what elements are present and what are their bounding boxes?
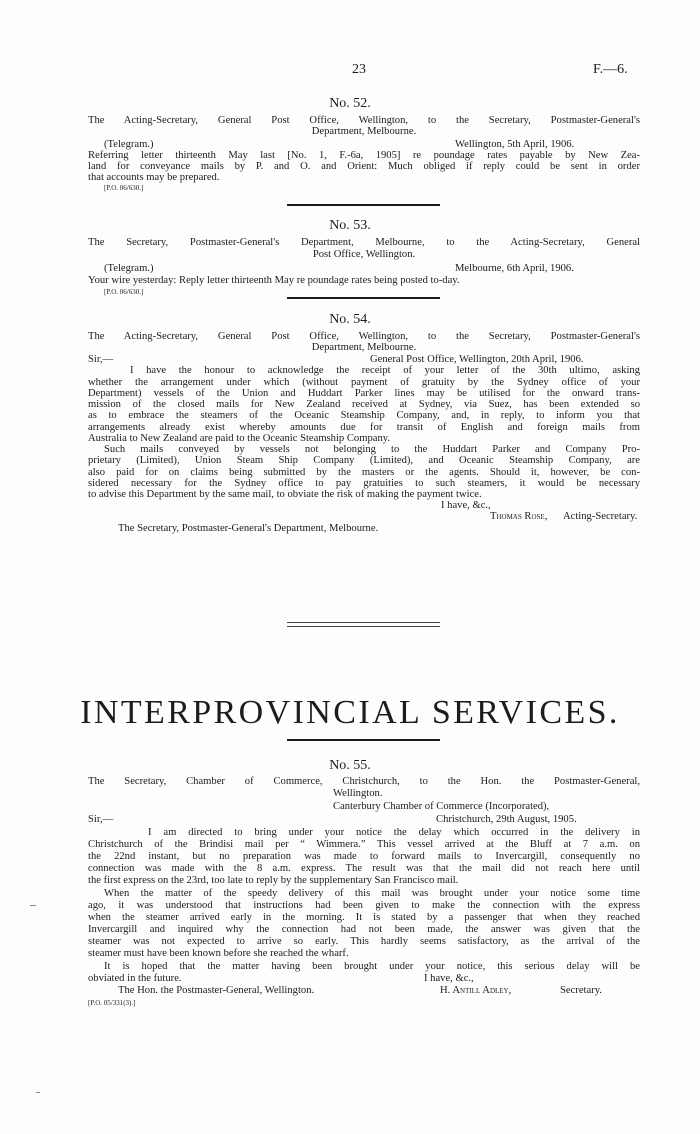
letter-number: No. 54. bbox=[329, 312, 371, 327]
letter-address: The Acting-Secretary, General Post Office, Wellington, to the Secretary, Postmaster-General's bbox=[88, 115, 640, 126]
letter-body-line: sidered necessary for the Sydney office to pay gratuities to such steamers, it would be necessary bbox=[88, 478, 640, 489]
signature-name: Thomas Rose, bbox=[490, 511, 548, 522]
scan-mark bbox=[30, 905, 36, 906]
salutation: Sir,— bbox=[88, 354, 114, 365]
letter-number: No. 52. bbox=[329, 96, 371, 111]
letter-body-line: When the matter of the speedy delivery of this mail was brought under your notice some time bbox=[104, 888, 640, 899]
addressee: The Secretary, Postmaster-General's Department, Melbourne. bbox=[118, 523, 379, 534]
letter-body-line: Department) vessels of the Union and Huddart Parker lines may be utilised for the onward trans- bbox=[88, 388, 640, 399]
letter-body-line: as to embrace the steamers of the Oceanic Steamship Company, and, in reply, to inform you that bbox=[88, 410, 640, 421]
section-rule bbox=[287, 297, 440, 299]
letter-number: No. 53. bbox=[329, 218, 371, 233]
letter-body-line: Invercargill and inquired why the connection had not been made, the answer was given that the bbox=[88, 924, 640, 935]
section-rule bbox=[287, 204, 440, 206]
place-date: Christchurch, 29th August, 1905. bbox=[436, 814, 577, 825]
section-rule bbox=[287, 622, 440, 623]
signature-title: Acting-Secretary. bbox=[563, 511, 638, 522]
scan-mark bbox=[36, 1092, 40, 1093]
letter-body-line: the 22nd instant, but no preparation was made to forward mails to Invercargill, consequently no bbox=[88, 851, 640, 862]
letter-body-line: mission of the closed mails for New Zealand received at Sydney, via Suez, has been extended so bbox=[88, 399, 640, 410]
place-date: Melbourne, 6th April, 1906. bbox=[455, 263, 574, 274]
letter-body-line: the first express on the 23rd, too late to reply by the supplementary San Francisco mail. bbox=[88, 875, 459, 886]
letter-body-line: steamer must have been known before she reached the wharf. bbox=[88, 948, 349, 959]
closing: I have, &c., bbox=[424, 973, 474, 984]
closing: I have, &c., bbox=[441, 500, 491, 511]
document-reference: F.—6. bbox=[593, 62, 628, 77]
letter-body-line: I have the honour to acknowledge the receipt of your letter of the 30th ultimo, asking bbox=[130, 365, 640, 376]
letter-body-line: Such mails conveyed by vessels not belonging to the Huddart Parker and Company Pro- bbox=[104, 444, 640, 455]
letter-address-cont: Wellington. bbox=[333, 788, 383, 799]
letter-body-line: It is hoped that the matter having been brought under your notice, this serious delay will be bbox=[104, 961, 640, 972]
salutation: Sir,— bbox=[88, 814, 114, 825]
organisation: Canterbury Chamber of Commerce (Incorporated), bbox=[333, 801, 550, 812]
place-date: Wellington, 5th April, 1906. bbox=[455, 139, 575, 150]
letter-address: The Acting-Secretary, General Post Office, Wellington, to the Secretary, Postmaster-General's bbox=[88, 331, 640, 342]
letter-body-line: steamer was not expected to arrive so early. This hardly seems satisfactory, as the arrival of the bbox=[88, 936, 640, 947]
signature-title: Secretary. bbox=[560, 985, 602, 996]
letter-address: The Secretary, Postmaster-General's Department, Melbourne, to the Acting-Secretary, General bbox=[88, 237, 640, 248]
letter-address-cont: Department, Melbourne. bbox=[311, 126, 417, 137]
letter-body-line: arrangements already exist whereby amounts due for transit of English and foreign mails from bbox=[88, 422, 640, 433]
section-heading: INTERPROVINCIAL SERVICES. bbox=[80, 694, 620, 731]
letter-body-line: Australia to New Zealand are paid to the Oceanic Steamship Company. bbox=[88, 433, 391, 444]
letter-body-line: Your wire yesterday: Reply letter thirteenth May re poundage rates being posted to-day. bbox=[88, 275, 460, 286]
section-rule bbox=[287, 626, 440, 627]
letter-body-line: I am directed to bring under your notice the delay which occurred in the delivery in bbox=[148, 827, 640, 838]
letter-number: No. 55. bbox=[329, 758, 371, 773]
file-reference: [P.O. 06/630.] bbox=[104, 184, 144, 192]
letter-body-line: prietary (Limited), Union Steam Ship Company (Limited), and Oceanic Steamship Company, are bbox=[88, 455, 640, 466]
file-reference: [P.O. 06/630.] bbox=[104, 288, 144, 296]
letter-body-line: connection was made with the 8 a.m. express. The result was that the mail did not reach here until bbox=[88, 863, 640, 874]
letter-body-line: also paid for on claims being submitted by the masters or the agents. Should it, however, be con- bbox=[88, 467, 640, 478]
letter-body-line: whether the arrangement under which (without payment of gratuity by the Sydney office of your bbox=[88, 377, 640, 388]
signature-name: H. Antill Adley, bbox=[440, 985, 512, 996]
letter-body-line: obviated in the future. bbox=[88, 973, 182, 984]
letter-address-cont: Department, Melbourne. bbox=[311, 342, 417, 353]
page-number: 23 bbox=[352, 62, 366, 77]
letter-body-line: when the steamer arrived early in the morning. It is stated by a passenger that when they reached bbox=[88, 912, 640, 923]
telegram-label: (Telegram.) bbox=[104, 263, 154, 274]
letter-body-line: ago, it was understood that instructions had been given to make the connection with the express bbox=[88, 900, 640, 911]
section-rule bbox=[287, 739, 440, 741]
letter-body-line: Referring letter thirteenth May last [No. 1, F.-6a, 1905] re poundage rates payable by New Zea- bbox=[88, 150, 640, 161]
letter-address: The Secretary, Chamber of Commerce, Christchurch, to the Hon. the Postmaster-General, bbox=[88, 776, 640, 787]
letter-address-cont: Post Office, Wellington. bbox=[312, 249, 416, 260]
letter-body-line: land for conveyance mails by P. and O. and Orient: Much obliged if reply could be sent in order bbox=[88, 161, 640, 172]
place-date: General Post Office, Wellington, 20th April, 1906. bbox=[370, 354, 584, 365]
file-reference: [P.O. 05/331(3).] bbox=[88, 999, 136, 1007]
telegram-label: (Telegram.) bbox=[104, 139, 154, 150]
letter-body-line: that accounts may be prepared. bbox=[88, 172, 220, 183]
addressee: The Hon. the Postmaster-General, Wellington. bbox=[118, 985, 315, 996]
letter-body-line: Christchurch of the Brindisi mail per “ Wimmera.” This vessel arrived at the Bluff at 7 a.m. on bbox=[88, 839, 640, 850]
letter-body-line: to advise this Department by the same mail, to obviate the risk of making the payment twice. bbox=[88, 489, 482, 500]
